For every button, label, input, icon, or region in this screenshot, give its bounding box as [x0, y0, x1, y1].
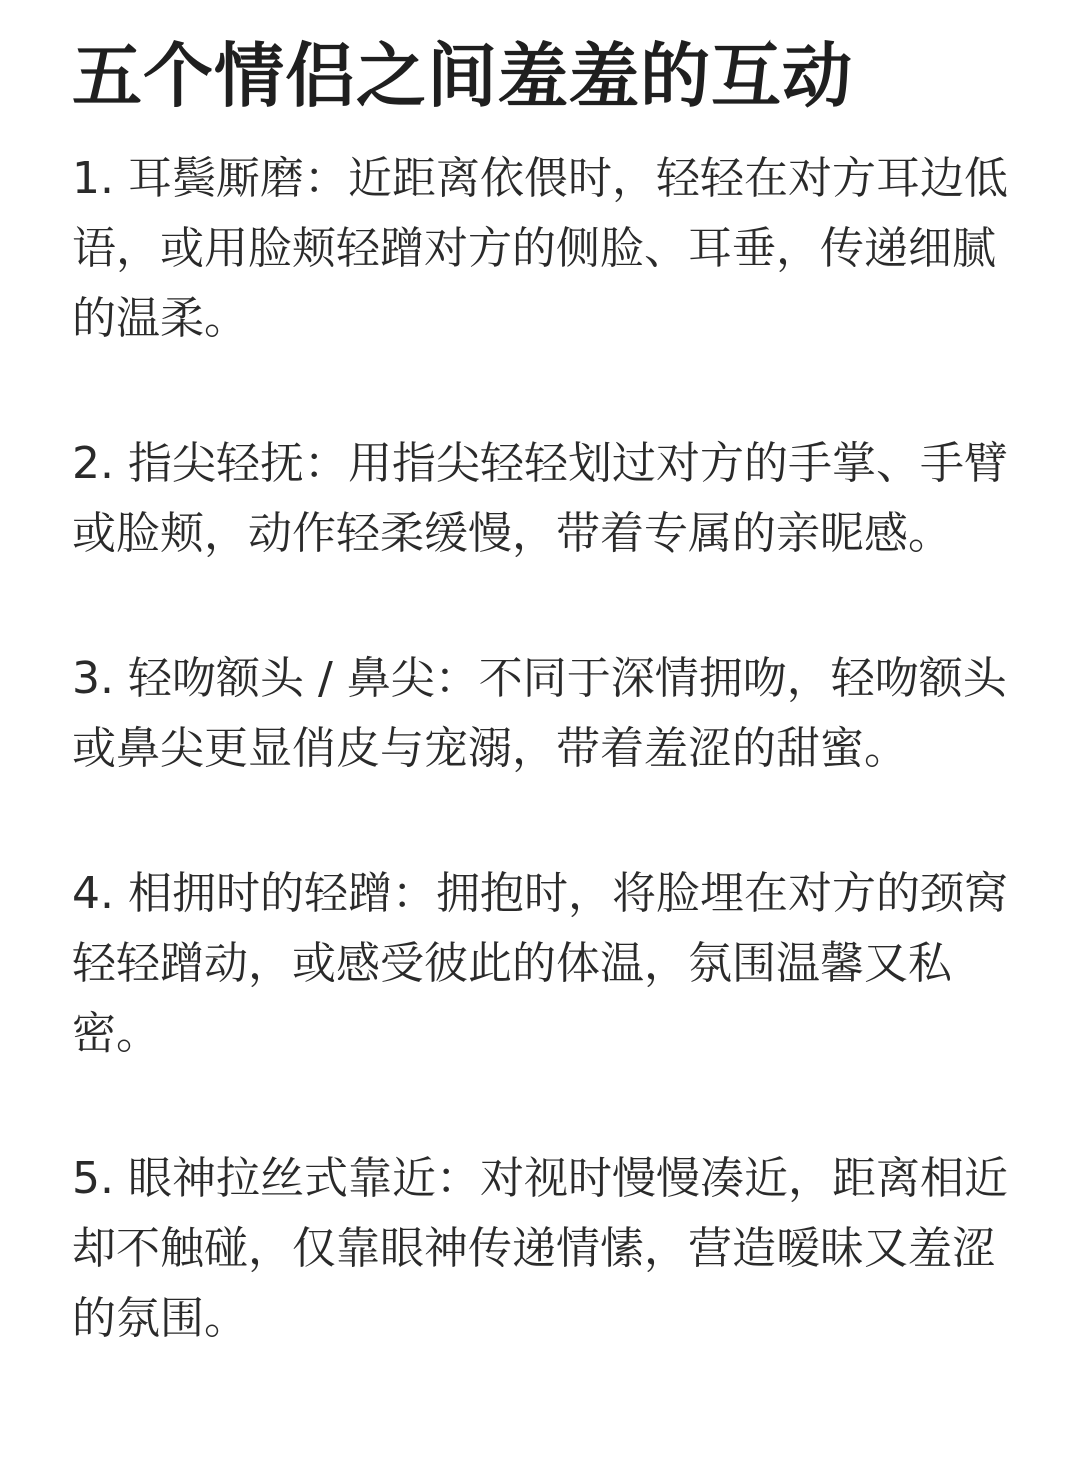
interaction-list — [72, 144, 1012, 1354]
list-item-1: 1. 耳鬓厮磨：近距离依偎时，轻轻在对方耳边低语，或用脸颊轻蹭对方的侧脸、耳垂，传递细腻的温柔。 — [72, 153, 1008, 344]
list-item-5: 5. 眼神拉丝式靠近：对视时慢慢凑近，距离相近却不触碰，仅靠眼神传递情愫，营造暧昧又羞涩的氛围。 — [72, 1153, 1008, 1344]
article-title: 五个情侣之间羞羞的互动 — [72, 35, 853, 117]
list-item-3: 3. 轻吻额头 / 鼻尖：不同于深情拥吻，轻吻额头或鼻尖更显俏皮与宠溺，带着羞涩的甜蜜。 — [72, 653, 1007, 774]
article — [72, 32, 1012, 1354]
list-item-4: 4. 相拥时的轻蹭：拥抱时，将脸埋在对方的颈窝轻轻蹭动，或感受彼此的体温，氛围温馨又私密。 — [72, 868, 1008, 1059]
list-item-2: 2. 指尖轻抚：用指尖轻轻划过对方的手掌、手臂或脸颊，动作轻柔缓慢，带着专属的亲昵感。 — [72, 438, 1008, 559]
